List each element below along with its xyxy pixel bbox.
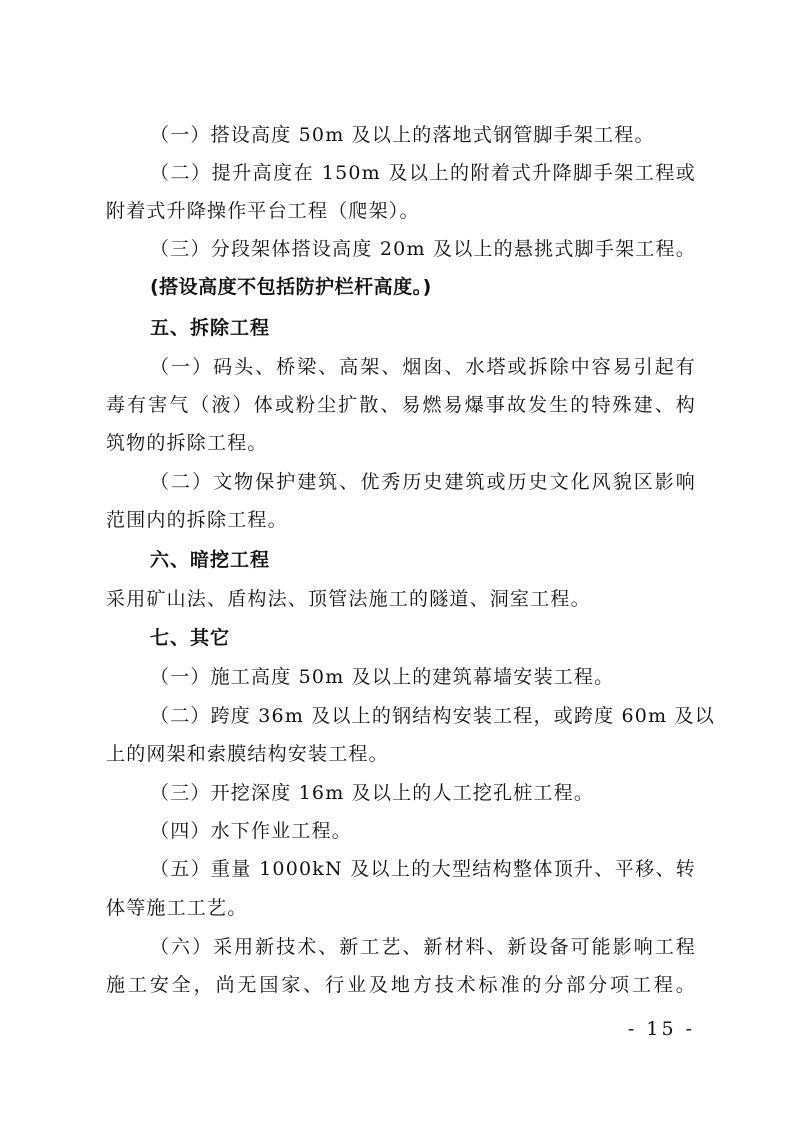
scaffold-item-3: （三）分段架体搭设高度 20m 及以上的悬挑式脚手架工程。	[150, 238, 696, 260]
demolition-item-1: （一）码头、桥梁、高架、烟囱、水塔或拆除中容易引起有	[150, 356, 696, 378]
others-item-6-continued: 施工安全，尚无国家、行业及地方技术标准的分部分项工程。	[106, 974, 696, 996]
others-item-6: （六）采用新技术、新工艺、新材料、新设备可能影响工程	[150, 936, 696, 958]
others-item-3: （三）开挖深度 16m 及以上的人工挖孔桩工程。	[150, 782, 595, 804]
section-heading-tunneling: 六、暗挖工程	[150, 549, 271, 571]
demolition-item-1-continued: 毒有害气（液）体或粉尘扩散、易燃易爆事故发生的特殊建、构	[106, 394, 696, 416]
height-note: (搭设高度不包括防护栏杆高度。)	[150, 276, 432, 298]
others-item-2: （二）跨度 36m 及以上的钢结构安装工程，或跨度 60m 及以	[150, 705, 715, 727]
others-item-1: （一）施工高度 50m 及以上的建筑幕墙安装工程。	[150, 666, 615, 688]
scaffold-item-1: （一）搭设高度 50m 及以上的落地式钢管脚手架工程。	[150, 124, 655, 146]
tunneling-item: 采用矿山法、盾构法、顶管法施工的隧道、洞室工程。	[106, 588, 591, 610]
demolition-item-2: （二）文物保护建筑、优秀历史建筑或历史文化风貌区影响	[150, 471, 696, 493]
demolition-item-1-end: 筑物的拆除工程。	[106, 432, 268, 454]
section-heading-others: 七、其它	[150, 627, 231, 649]
others-item-4: （四）水下作业工程。	[150, 820, 353, 842]
others-item-2-continued: 上的网架和索膜结构安装工程。	[106, 743, 389, 765]
scaffold-item-2: （二）提升高度在 150m 及以上的附着式升降脚手架工程或	[150, 162, 696, 184]
demolition-item-2-continued: 范围内的拆除工程。	[106, 509, 288, 531]
scaffold-item-2-continued: 附着式升降操作平台工程（爬架）。	[106, 200, 420, 222]
others-item-5-continued: 体等施工工艺。	[106, 897, 248, 919]
others-item-5: （五）重量 1000kN 及以上的大型结构整体顶升、平移、转	[150, 858, 696, 880]
section-heading-demolition: 五、拆除工程	[150, 317, 271, 339]
page-number: - 15 -	[627, 1018, 695, 1040]
